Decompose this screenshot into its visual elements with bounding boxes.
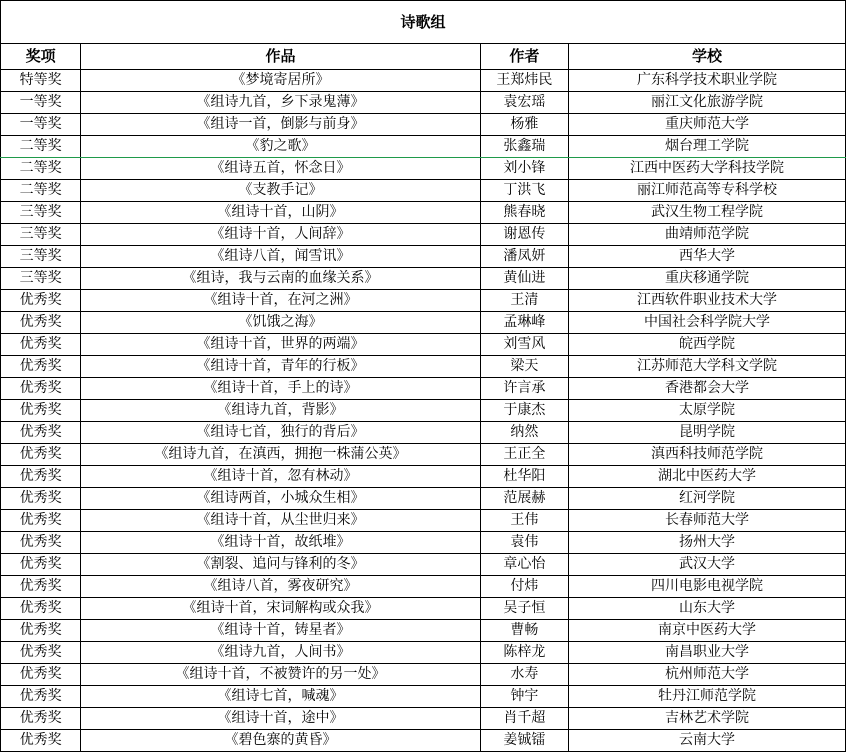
work-cell[interactable]: 《割裂、追问与锋利的冬》 [81, 554, 480, 576]
table-row [1, 730, 846, 752]
work-cell[interactable]: 《碧色寨的黄昏》 [81, 730, 480, 752]
table-row [1, 664, 846, 686]
table-row [1, 576, 846, 598]
school-cell[interactable]: 江西软件职业技术大学 [568, 290, 845, 312]
work-cell[interactable]: 《组诗十首，世界的两端》 [81, 334, 480, 356]
award-cell[interactable]: 二等奖 [1, 158, 81, 180]
work-cell[interactable]: 《组诗十首，不被赞许的另一处》 [81, 664, 480, 686]
award-cell[interactable]: 二等奖 [1, 180, 81, 202]
school-cell[interactable]: 广东科学技术职业学院 [568, 70, 845, 92]
table-row [1, 444, 846, 466]
table-row [1, 136, 846, 158]
work-cell[interactable]: 《组诗十首，故纸堆》 [81, 532, 480, 554]
work-cell[interactable]: 《豹之歌》 [81, 136, 480, 158]
author-cell[interactable]: 许言承 [480, 378, 568, 400]
author-cell[interactable]: 于康杰 [480, 400, 568, 422]
work-cell[interactable]: 《组诗十首，铸星者》 [81, 620, 480, 642]
work-cell[interactable]: 《组诗十首，忽有林动》 [81, 466, 480, 488]
work-cell[interactable]: 《梦境寄居所》 [81, 70, 480, 92]
work-cell[interactable]: 《组诗五首，怀念日》 [81, 158, 480, 180]
award-cell[interactable]: 二等奖 [1, 136, 81, 158]
author-cell[interactable]: 袁伟 [480, 532, 568, 554]
author-cell[interactable]: 王正全 [480, 444, 568, 466]
award-cell[interactable]: 优秀奖 [1, 466, 81, 488]
school-cell[interactable]: 吉林艺术学院 [568, 708, 845, 730]
school-cell[interactable]: 滇西科技师范学院 [568, 444, 845, 466]
table-row [1, 158, 846, 180]
award-cell[interactable]: 优秀奖 [1, 422, 81, 444]
table-row [1, 246, 846, 268]
school-cell[interactable]: 皖西学院 [568, 334, 845, 356]
work-cell[interactable]: 《支教手记》 [81, 180, 480, 202]
work-cell[interactable]: 《组诗十首，人间辞》 [81, 224, 480, 246]
work-cell[interactable]: 《组诗，我与云南的血缘关系》 [81, 268, 480, 290]
header-author[interactable]: 作者 [480, 44, 568, 70]
school-cell[interactable]: 牡丹江师范学院 [568, 686, 845, 708]
table-row [1, 378, 846, 400]
header-award[interactable]: 奖项 [1, 44, 81, 70]
school-cell[interactable]: 武汉生物工程学院 [568, 202, 845, 224]
school-cell[interactable]: 江西中医药大学科技学院 [568, 158, 845, 180]
work-cell[interactable]: 《组诗十首，宋词解构或众我》 [81, 598, 480, 620]
award-cell[interactable]: 优秀奖 [1, 620, 81, 642]
table-row [1, 268, 846, 290]
table-row [1, 92, 846, 114]
award-cell[interactable]: 优秀奖 [1, 664, 81, 686]
school-cell[interactable]: 南京中医药大学 [568, 620, 845, 642]
work-cell[interactable]: 《组诗九首，在滇西，拥抱一株蒲公英》 [81, 444, 480, 466]
title-row [1, 1, 846, 44]
author-cell[interactable]: 曹畅 [480, 620, 568, 642]
table-row [1, 466, 846, 488]
author-cell[interactable]: 丁洪飞 [480, 180, 568, 202]
author-cell[interactable]: 纳然 [480, 422, 568, 444]
award-cell[interactable]: 三等奖 [1, 202, 81, 224]
work-cell[interactable]: 《组诗十首，山阴》 [81, 202, 480, 224]
award-cell[interactable]: 优秀奖 [1, 334, 81, 356]
table-row [1, 422, 846, 444]
school-cell[interactable]: 红河学院 [568, 488, 845, 510]
award-cell[interactable]: 优秀奖 [1, 730, 81, 752]
school-cell[interactable]: 香港都会大学 [568, 378, 845, 400]
award-cell[interactable]: 优秀奖 [1, 290, 81, 312]
work-cell[interactable]: 《组诗八首，闻雪讯》 [81, 246, 480, 268]
school-cell[interactable]: 烟台理工学院 [568, 136, 845, 158]
school-cell[interactable]: 四川电影电视学院 [568, 576, 845, 598]
author-cell[interactable]: 范展赫 [480, 488, 568, 510]
award-cell[interactable]: 优秀奖 [1, 708, 81, 730]
table-row [1, 290, 846, 312]
author-cell[interactable]: 刘小锋 [480, 158, 568, 180]
author-cell[interactable]: 刘雪风 [480, 334, 568, 356]
author-cell[interactable]: 陈梓龙 [480, 642, 568, 664]
work-cell[interactable]: 《组诗九首，乡下录鬼薄》 [81, 92, 480, 114]
author-cell[interactable]: 潘凤妍 [480, 246, 568, 268]
school-cell[interactable]: 曲靖师范学院 [568, 224, 845, 246]
author-cell[interactable]: 姜铖镭 [480, 730, 568, 752]
school-cell[interactable]: 丽江师范高等专科学校 [568, 180, 845, 202]
header-work[interactable]: 作品 [81, 44, 480, 70]
award-cell[interactable]: 三等奖 [1, 246, 81, 268]
author-cell[interactable]: 杨雅 [480, 114, 568, 136]
school-cell[interactable]: 丽江文化旅游学院 [568, 92, 845, 114]
school-cell[interactable]: 湖北中医药大学 [568, 466, 845, 488]
work-cell[interactable]: 《组诗十首，在河之洲》 [81, 290, 480, 312]
school-cell[interactable]: 重庆移通学院 [568, 268, 845, 290]
award-cell[interactable]: 一等奖 [1, 92, 81, 114]
table-row [1, 488, 846, 510]
work-cell[interactable]: 《组诗十首，途中》 [81, 708, 480, 730]
award-cell[interactable]: 三等奖 [1, 268, 81, 290]
award-cell[interactable]: 优秀奖 [1, 532, 81, 554]
school-cell[interactable]: 昆明学院 [568, 422, 845, 444]
school-cell[interactable]: 云南大学 [568, 730, 845, 752]
award-cell[interactable]: 优秀奖 [1, 510, 81, 532]
author-cell[interactable]: 水寿 [480, 664, 568, 686]
table-row [1, 708, 846, 730]
table-row [1, 400, 846, 422]
table-row [1, 312, 846, 334]
school-cell[interactable]: 中国社会科学院大学 [568, 312, 845, 334]
author-cell[interactable]: 王郑炜民 [480, 70, 568, 92]
table-row [1, 642, 846, 664]
author-cell[interactable]: 王伟 [480, 510, 568, 532]
table-row [1, 532, 846, 554]
table-row [1, 356, 846, 378]
award-cell[interactable]: 优秀奖 [1, 356, 81, 378]
school-cell[interactable]: 南昌职业大学 [568, 642, 845, 664]
school-cell[interactable]: 太原学院 [568, 400, 845, 422]
author-cell[interactable]: 吴子恒 [480, 598, 568, 620]
award-cell[interactable]: 优秀奖 [1, 312, 81, 334]
table-row [1, 224, 846, 246]
table-row [1, 180, 846, 202]
award-cell[interactable]: 一等奖 [1, 114, 81, 136]
award-cell[interactable]: 优秀奖 [1, 642, 81, 664]
author-cell[interactable]: 肖千超 [480, 708, 568, 730]
work-cell[interactable]: 《组诗九首，人间书》 [81, 642, 480, 664]
header-school[interactable]: 学校 [568, 44, 845, 70]
award-cell[interactable]: 优秀奖 [1, 444, 81, 466]
author-cell[interactable]: 张鑫瑞 [480, 136, 568, 158]
table-row [1, 620, 846, 642]
award-cell[interactable]: 优秀奖 [1, 554, 81, 576]
author-cell[interactable]: 谢恩传 [480, 224, 568, 246]
work-cell[interactable]: 《组诗十首，青年的行板》 [81, 356, 480, 378]
award-cell[interactable]: 优秀奖 [1, 378, 81, 400]
table-row [1, 114, 846, 136]
school-cell[interactable]: 江苏师范大学科文学院 [568, 356, 845, 378]
award-cell[interactable]: 特等奖 [1, 70, 81, 92]
school-cell[interactable]: 武汉大学 [568, 554, 845, 576]
author-cell[interactable]: 梁天 [480, 356, 568, 378]
author-cell[interactable]: 杜华阳 [480, 466, 568, 488]
table-row [1, 334, 846, 356]
school-cell[interactable]: 山东大学 [568, 598, 845, 620]
table-row [1, 202, 846, 224]
award-cell[interactable]: 优秀奖 [1, 598, 81, 620]
work-cell[interactable]: 《组诗八首，雾夜研究》 [81, 576, 480, 598]
table-row [1, 554, 846, 576]
table-row [1, 686, 846, 708]
work-cell[interactable]: 《组诗九首，背影》 [81, 400, 480, 422]
author-cell[interactable]: 孟琳峰 [480, 312, 568, 334]
work-cell[interactable]: 《组诗七首，喊魂》 [81, 686, 480, 708]
work-cell[interactable]: 《组诗一首，倒影与前身》 [81, 114, 480, 136]
award-cell[interactable]: 优秀奖 [1, 576, 81, 598]
school-cell[interactable]: 杭州师范大学 [568, 664, 845, 686]
award-cell[interactable]: 优秀奖 [1, 400, 81, 422]
award-cell[interactable]: 优秀奖 [1, 488, 81, 510]
table-row [1, 510, 846, 532]
work-cell[interactable]: 《组诗两首，小城众生相》 [81, 488, 480, 510]
table-row [1, 598, 846, 620]
author-cell[interactable]: 钟宇 [480, 686, 568, 708]
author-cell[interactable]: 章心怡 [480, 554, 568, 576]
table-row [1, 70, 846, 92]
work-cell[interactable]: 《饥饿之海》 [81, 312, 480, 334]
header-row [1, 44, 846, 70]
work-cell[interactable]: 《组诗十首，从尘世归来》 [81, 510, 480, 532]
work-cell[interactable]: 《组诗七首，独行的背后》 [81, 422, 480, 444]
award-cell[interactable]: 三等奖 [1, 224, 81, 246]
author-cell[interactable]: 付炜 [480, 576, 568, 598]
author-cell[interactable]: 袁宏瑶 [480, 92, 568, 114]
school-cell[interactable]: 重庆师范大学 [568, 114, 845, 136]
author-cell[interactable]: 黄仙进 [480, 268, 568, 290]
award-cell[interactable]: 优秀奖 [1, 686, 81, 708]
work-cell[interactable]: 《组诗十首，手上的诗》 [81, 378, 480, 400]
author-cell[interactable]: 王清 [480, 290, 568, 312]
school-cell[interactable]: 长春师范大学 [568, 510, 845, 532]
sheet-title[interactable]: 诗歌组 [1, 1, 846, 44]
school-cell[interactable]: 扬州大学 [568, 532, 845, 554]
school-cell[interactable]: 西华大学 [568, 246, 845, 268]
author-cell[interactable]: 熊春晓 [480, 202, 568, 224]
